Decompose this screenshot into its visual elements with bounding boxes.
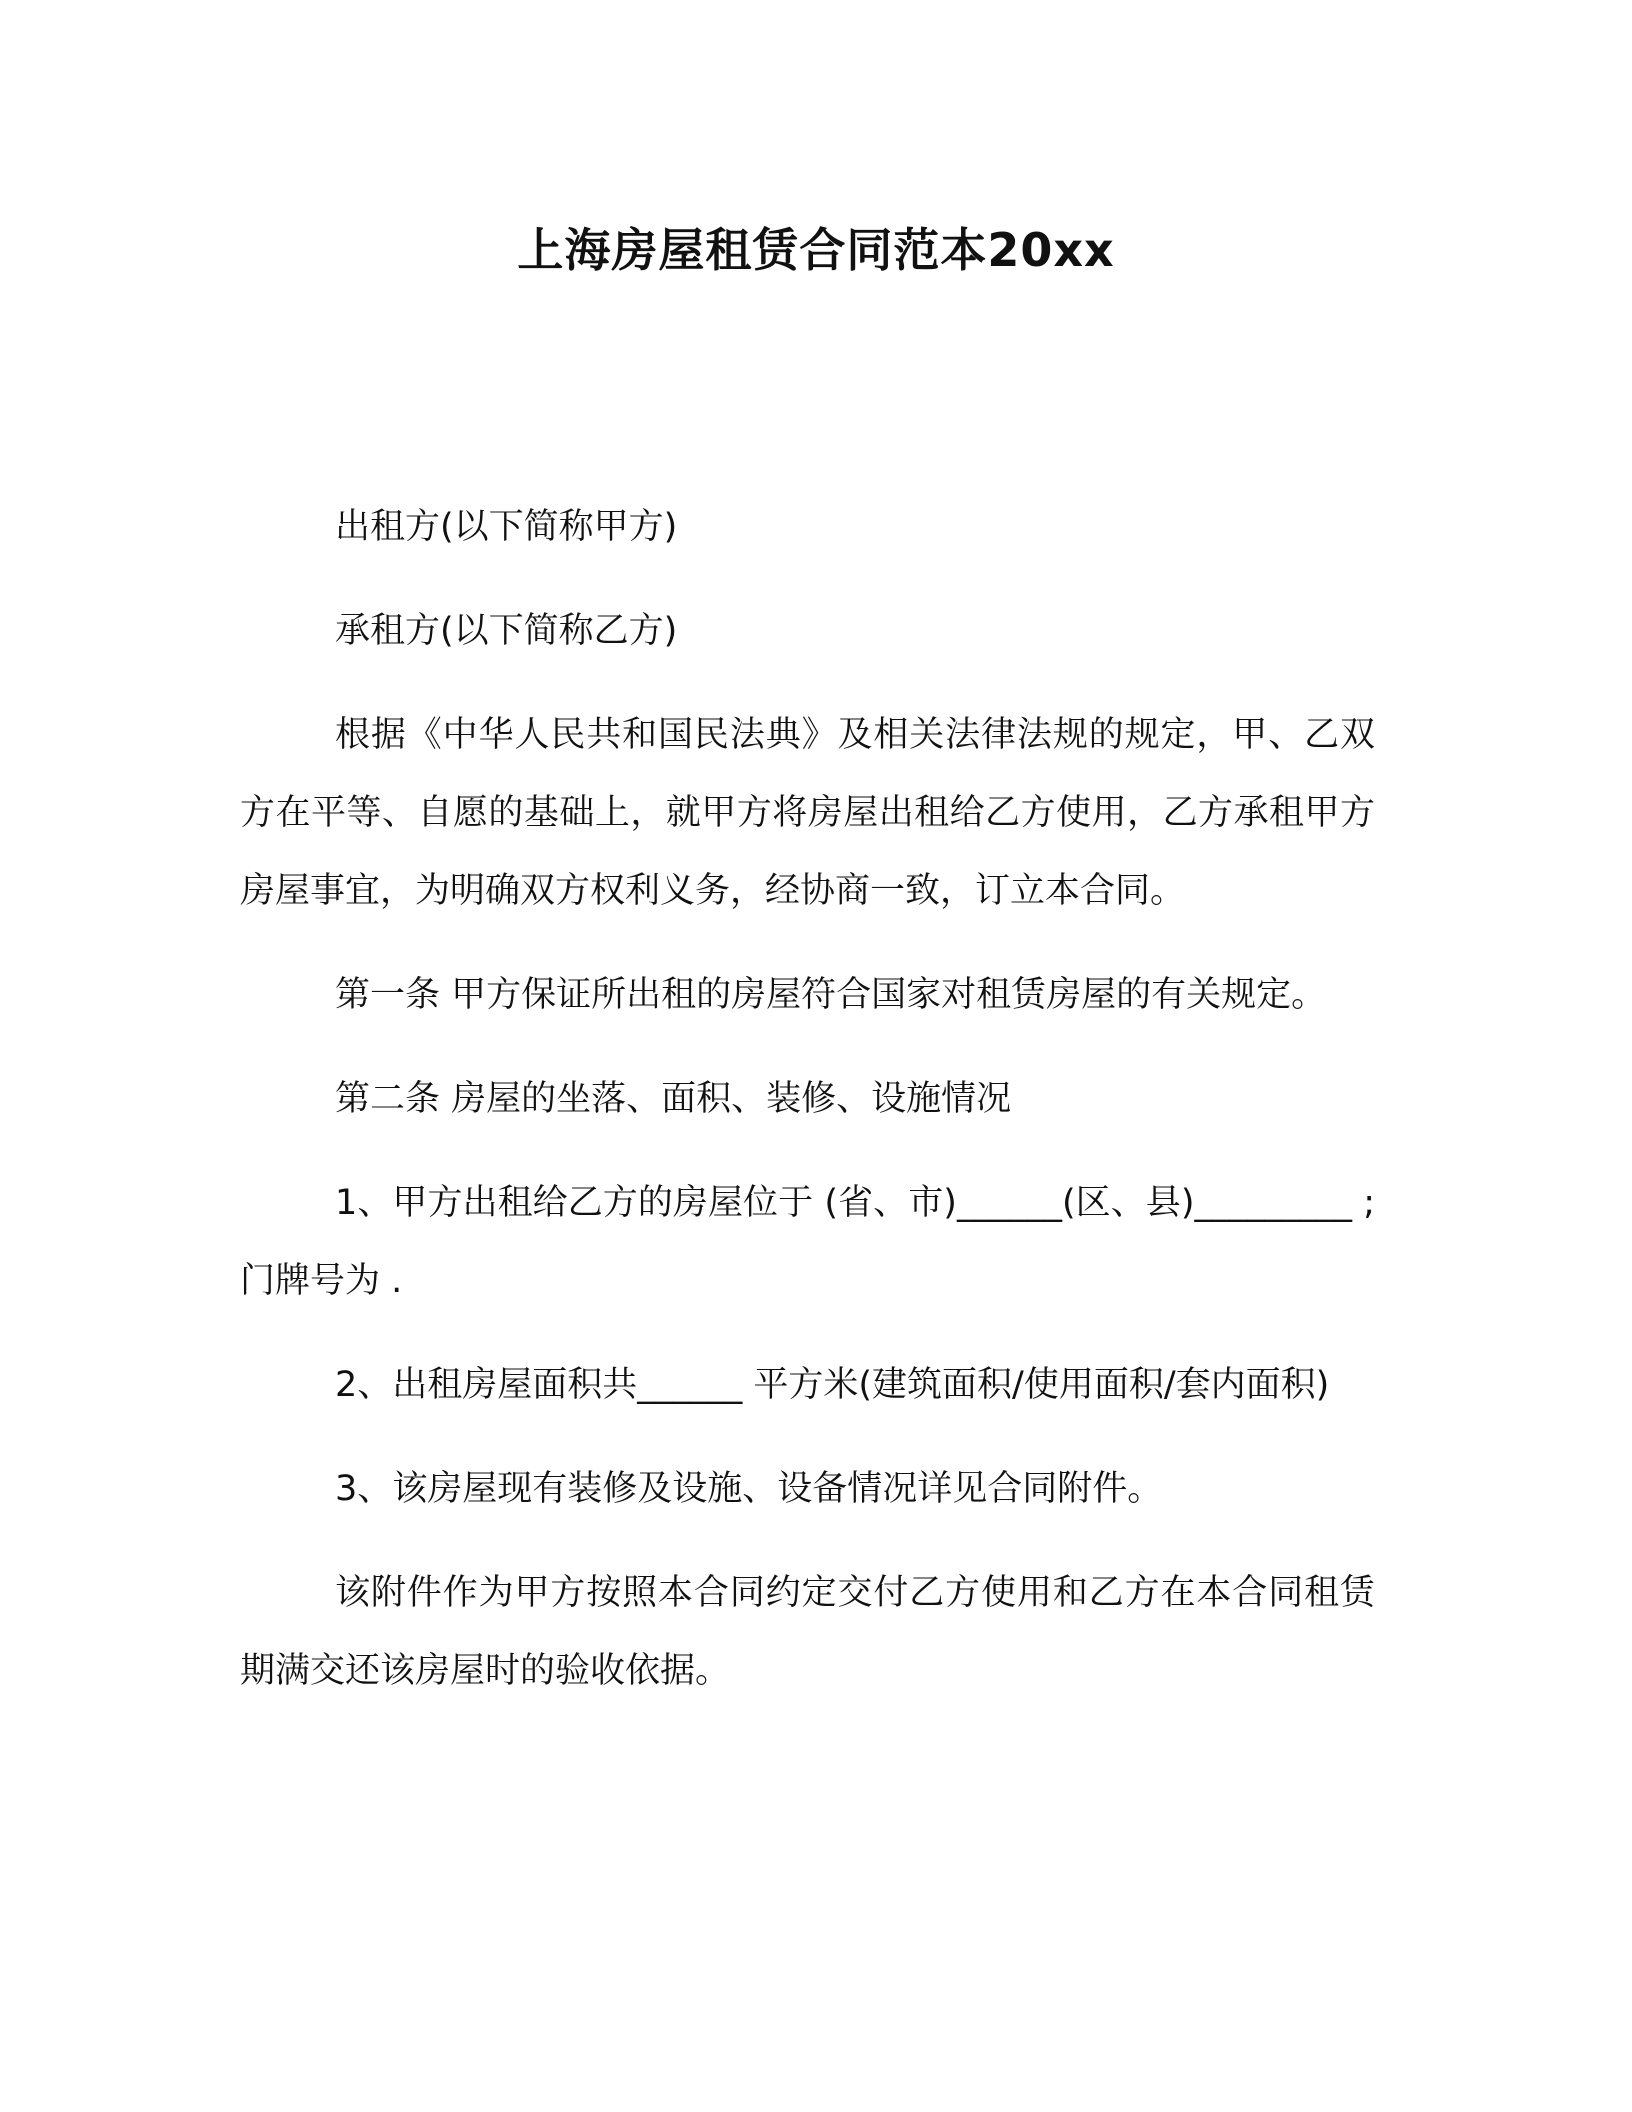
document-body <box>240 488 1375 1736</box>
paragraph-lessor: 出租方(以下简称甲方) <box>335 507 678 547</box>
document-title: 上海房屋租赁合同范本20xx <box>517 223 1115 277</box>
paragraph-item-2: 2、出租房屋面积共______ 平方米(建筑面积/使用面积/套内面积) <box>335 1365 1330 1405</box>
paragraph-lessee: 承租方(以下简称乙方) <box>335 611 678 651</box>
paragraph-appendix-note: 该附件作为甲方按照本合同约定交付乙方使用和乙方在本合同租赁期满交还该房屋时的验收依据。 <box>240 1573 1375 1691</box>
paragraph-article-2: 第二条 房屋的坐落、面积、装修、设施情况 <box>335 1079 1012 1119</box>
paragraph-preamble: 根据《中华人民共和国民法典》及相关法律法规的规定，甲、乙双方在平等、自愿的基础上，就甲方将房屋出租给乙方使用，乙方承租甲方房屋事宜，为明确双方权利义务，经协商一致，订立本合同。 <box>240 715 1375 911</box>
paragraph-item-3: 3、该房屋现有装修及设施、设备情况详见合同附件。 <box>335 1469 1163 1509</box>
paragraph-article-1: 第一条 甲方保证所出租的房屋符合国家对租赁房屋的有关规定。 <box>335 975 1327 1015</box>
paragraph-item-1: 1、甲方出租给乙方的房屋位于 (省、市)______(区、县)_________ ;门牌号为 . <box>240 1183 1375 1301</box>
